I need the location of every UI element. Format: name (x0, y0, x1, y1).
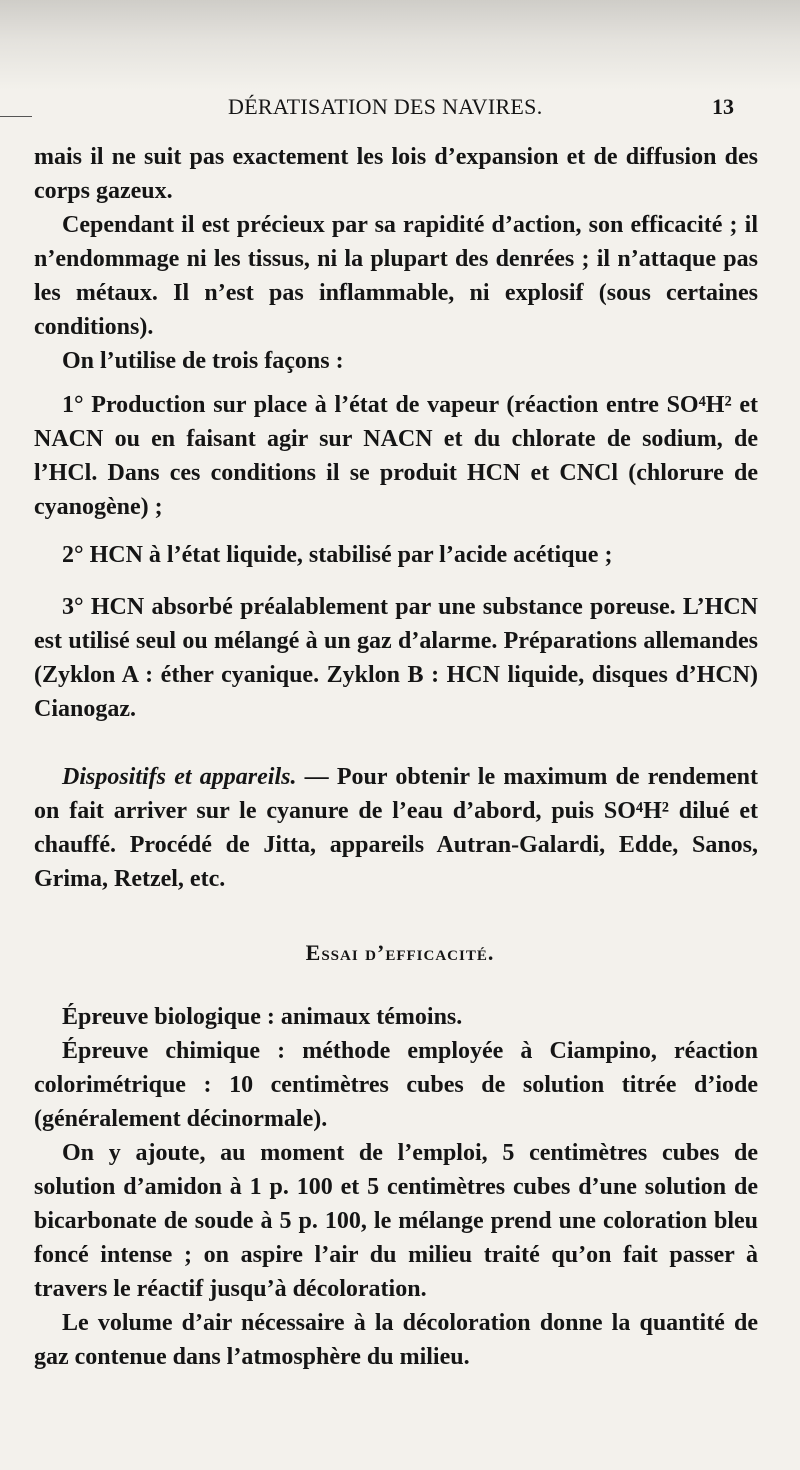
epreuve-chimique: Épreuve chimique : méthode employée à Ciampino, réaction colorimétrique : 10 centimètres cubes de solution titrée d’iode (généralement décinormale). (34, 1038, 758, 1132)
paragraph-3: On l’utilise de trois façons : (62, 348, 344, 374)
page-number: 13 (712, 94, 734, 119)
dispositifs-body: — Pour obtenir le maximum de rendement on fait arriver sur le cyanure de l’eau d’abord, puis SO⁴H² dilué et chauffé. Procédé de Jitta, appareils Autran-Galardi, Edde, Sanos, Grima, Retzel, etc. (34, 764, 758, 892)
intro-paragraphs (34, 140, 758, 378)
list-item-3 (34, 590, 758, 726)
section-heading: Essai d’efficacité. (305, 940, 495, 965)
list-item-2 (34, 538, 758, 572)
list-item-3-text: 3° HCN absorbé préalablement par une substance poreuse. L’HCN est utilisé seul ou mélangé à un gaz d’alarme. Préparations allemandes (Zyklon A : éther cyanique. Zyklon B : HCN liquide, disques d’HCN) Cianogaz. (34, 594, 758, 722)
list-item-1-text: 1° Production sur place à l’état de vapeur (réaction entre SO⁴H² et NACN ou en faisant agir sur NACN et du chlorate de sodium, de l’HCl. Dans ces conditions il se produit HCN et CNCl (chlorure de cyanogène) ; (34, 392, 758, 520)
procedure-paragraph: On y ajoute, au moment de l’emploi, 5 centimètres cubes de solution d’amidon à 1 p. 100 et 5 centimètres cubes d’une solution de bicarbonate de soude à 5 p. 100, le mélange prend une coloration bleu foncé intense ; on aspire l’air du milieu traité qu’on fait passer à travers le réactif jusqu’à décoloration. (34, 1140, 758, 1302)
epreuve-biologique: Épreuve biologique : animaux témoins. (62, 1004, 463, 1030)
page-top-shading (0, 0, 800, 90)
essai-paragraphs (34, 1000, 758, 1374)
paragraph-1: mais il ne suit pas exactement les lois d’expansion et de diffusion des corps gazeux. (34, 144, 758, 204)
dispositifs-text (34, 760, 758, 896)
conclusion-paragraph: Le volume d’air nécessaire à la décoloration donne la quantité de gaz contenue dans l’atmosphère du milieu. (34, 1310, 758, 1370)
running-title: DÉRATISATION DES NAVIRES. (228, 94, 543, 119)
dispositifs-paragraph (34, 760, 758, 896)
list-item-1 (34, 388, 758, 524)
page-header (0, 94, 800, 126)
list-item-2-text: 2° HCN à l’état liquide, stabilisé par l’acide acétique ; (62, 542, 613, 568)
dispositifs-title: Dispositifs et appareils. (62, 764, 297, 790)
paragraph-2: Cependant il est précieux par sa rapidité d’action, son efficacité ; il n’endommage ni les tissus, ni la plupart des denrées ; il n’attaque pas les métaux. Il n’est pas inflammable, ni explosif (sous certaines conditions). (34, 212, 758, 340)
